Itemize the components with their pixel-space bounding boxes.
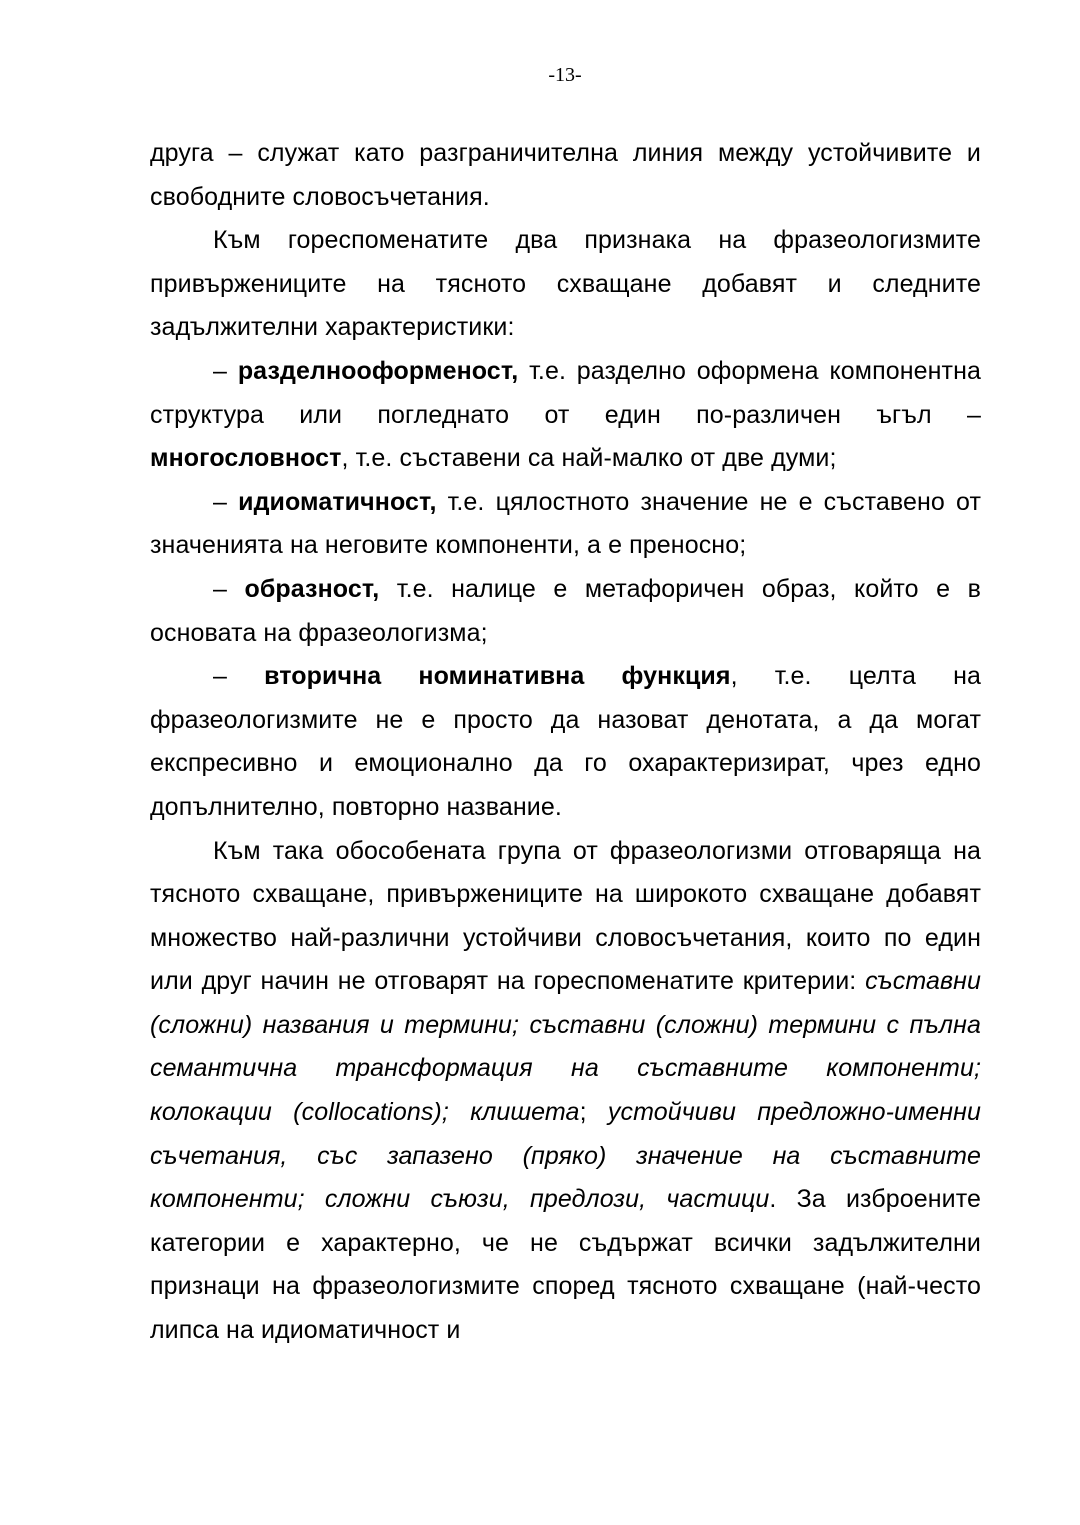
paragraph-text: ; [579,1098,587,1127]
list-item-separability [150,350,981,481]
list-dash: – [213,487,239,516]
list-item-text: , т.е. съставени са най-малко от две думи; [341,444,837,473]
list-item-text: т.е. разделно оформена компонентна структура или погледнато от един по-различен ъгъл – [150,356,981,429]
document-body [150,132,981,1353]
list-item-idiomaticity [150,481,981,568]
page-number: -13- [548,64,582,86]
italic-categories: съставни (сложни) названия и термини; съставни (сложни) термини с пълна семантична трансформация на съставните компоненти; колокации (collocations); клишета [150,967,981,1127]
list-dash: – [213,574,245,603]
list-dash: – [213,662,265,691]
paragraph-intro: Към гореспоменатите два признака на фразеологизмите привържениците на тясното схващане добавят и следните задължителни характеристики: [150,226,981,342]
term-nominative-function: вторична номинативна функция [264,662,731,691]
italic-categories: устойчиви предложно-именни съчетания, със запазено (пряко) значение на съставните компоненти; сложни съюзи, предлози, частици [150,1098,981,1214]
list-dash: – [213,356,238,385]
paragraph-continuation: друга – служат като разграничителна линия между устойчивите и свободните словосъчетания. [150,139,981,211]
term-separability: разделнооформеност, [237,356,519,385]
list-item-text: т.е. цялостното значение не е съставено от значенията на неговите компоненти, а е преносно; [150,487,981,560]
paragraph-text: Към така обособената група от фразеологизми отговаряща на тясното схващане, привържениците на широкото схващане добавят множество най-различни устойчиви словосъчетания, които по един или друг начин не отговарят на гореспоменатите критерии: [150,836,981,996]
list-item-imagery [150,568,981,655]
term-multiword: многословност [150,444,342,473]
list-item-text: , т.е. целта на фразеологизмите не е просто да назоват денотата, а да могат експресивно и емоционално да го охарактеризират, чрез едно допълнително, повторно название. [150,662,981,821]
list-item-text: т.е. налице е метафоричен образ, който е в основата на фразеологизма; [150,574,981,647]
paragraph-text: . За изброените категории е характерно, че не съдържат всички задължителни признаци на фразеологизмите според тясното схващане (най-често липса на идиоматичност и [150,1185,981,1345]
paragraph-broad-approach [150,830,981,1353]
term-imagery: образност, [244,574,380,603]
list-item-nominative-function [150,655,981,829]
term-idiomaticity: идиоматичност, [238,487,437,516]
